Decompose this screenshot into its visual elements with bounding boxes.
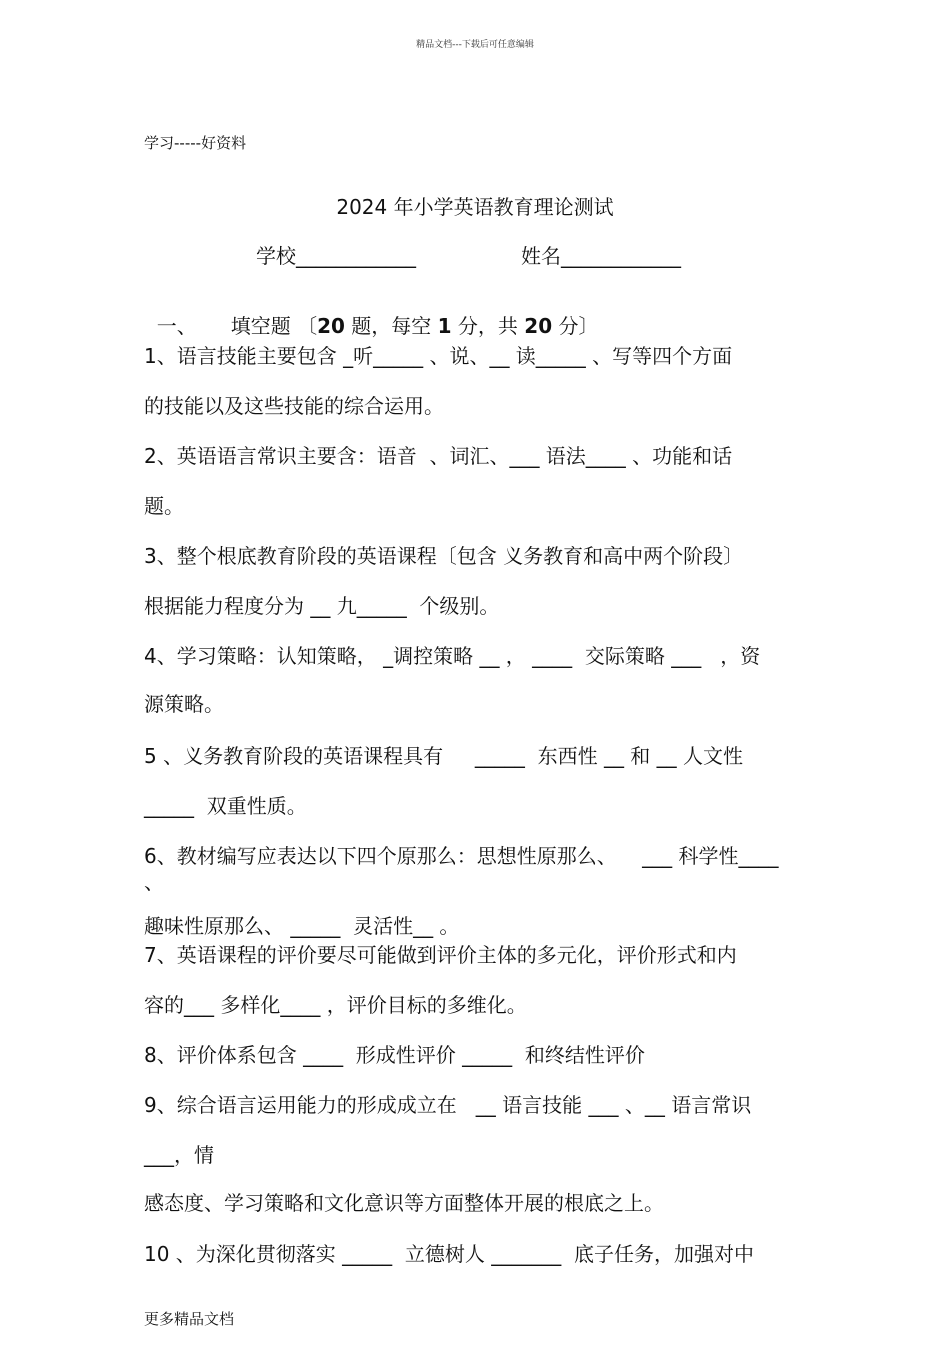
question-line: 、 bbox=[144, 870, 164, 894]
question-line: 根据能力程度分为 __ 九_____ 个级别。 bbox=[144, 594, 500, 618]
question-line: 9、综合语言运用能力的形成成立在 __ 语言技能 ___ 、__ 语言常识 bbox=[144, 1093, 752, 1117]
question-line: 容的___ 多样化____ ，评价目标的多维化。 bbox=[144, 993, 527, 1017]
question-line: 1、语言技能主要包含 _听_____ 、说、__ 读_____ 、写等四个方面 bbox=[144, 344, 733, 368]
section-heading bbox=[144, 296, 598, 336]
points-per-blank: 1 bbox=[437, 314, 452, 338]
name-field: 姓名____________ bbox=[521, 244, 681, 268]
question-line: 源策略。 bbox=[144, 692, 224, 716]
header-watermark: 精品文档---下载后可任意编辑 bbox=[416, 40, 534, 50]
question-line: ___，情 bbox=[144, 1143, 214, 1167]
question-line: 8、评价体系包含 ____ 形成性评价 _____ 和终结性评价 bbox=[144, 1043, 645, 1067]
question-line: 6、教材编写应表达以下四个原那么：思想性原那么、 ___ 科学性____ bbox=[144, 844, 779, 868]
question-line: 4、学习策略：认知策略， _调控策略 __ ， ____ 交际策略 ___ ，资 bbox=[144, 644, 761, 668]
question-line: 3、整个根底教育阶段的英语课程〔包含 义务教育和高中两个阶段〕 bbox=[144, 544, 744, 568]
section-text-1: 题，每空 bbox=[344, 314, 438, 338]
question-line: 2、英语语言常识主要含：语音 、词汇、___ 语法____ 、功能和话 bbox=[144, 444, 733, 468]
section-number: 一、 bbox=[156, 314, 197, 338]
section-title: 填空题 〔 bbox=[230, 314, 318, 338]
question-line: 趣味性原那么、 _____ 灵活性__ 。 bbox=[144, 914, 460, 938]
question-line: 10 、为深化贯彻落实 _____ 立德树人 _______ 底子任务，加强对中 bbox=[144, 1242, 754, 1266]
school-field: 学校____________ bbox=[256, 244, 416, 268]
question-line: 7、英语课程的评价要尽可能做到评价主体的多元化，评价形式和内 bbox=[144, 943, 737, 967]
question-count: 20 bbox=[317, 314, 345, 338]
top-label: 学习-----好资料 bbox=[144, 134, 247, 152]
footer-text: 更多精品文档 bbox=[144, 1310, 235, 1328]
page-title: 2024 年小学英语教育理论测试 bbox=[336, 195, 614, 219]
question-line: 5 、义务教育阶段的英语课程具有 _____ 东西性 __ 和 __ 人文性 bbox=[144, 744, 744, 768]
section-text-2: 分，共 bbox=[451, 314, 525, 338]
question-line: 题。 bbox=[144, 494, 184, 518]
question-line: _____ 双重性质。 bbox=[144, 794, 307, 818]
question-line: 的技能以及这些技能的综合运用。 bbox=[144, 394, 444, 418]
question-line: 感态度、学习策略和文化意识等方面整体开展的根底之上。 bbox=[144, 1191, 664, 1215]
section-text-3: 分〕 bbox=[552, 314, 599, 338]
total-points: 20 bbox=[524, 314, 553, 338]
